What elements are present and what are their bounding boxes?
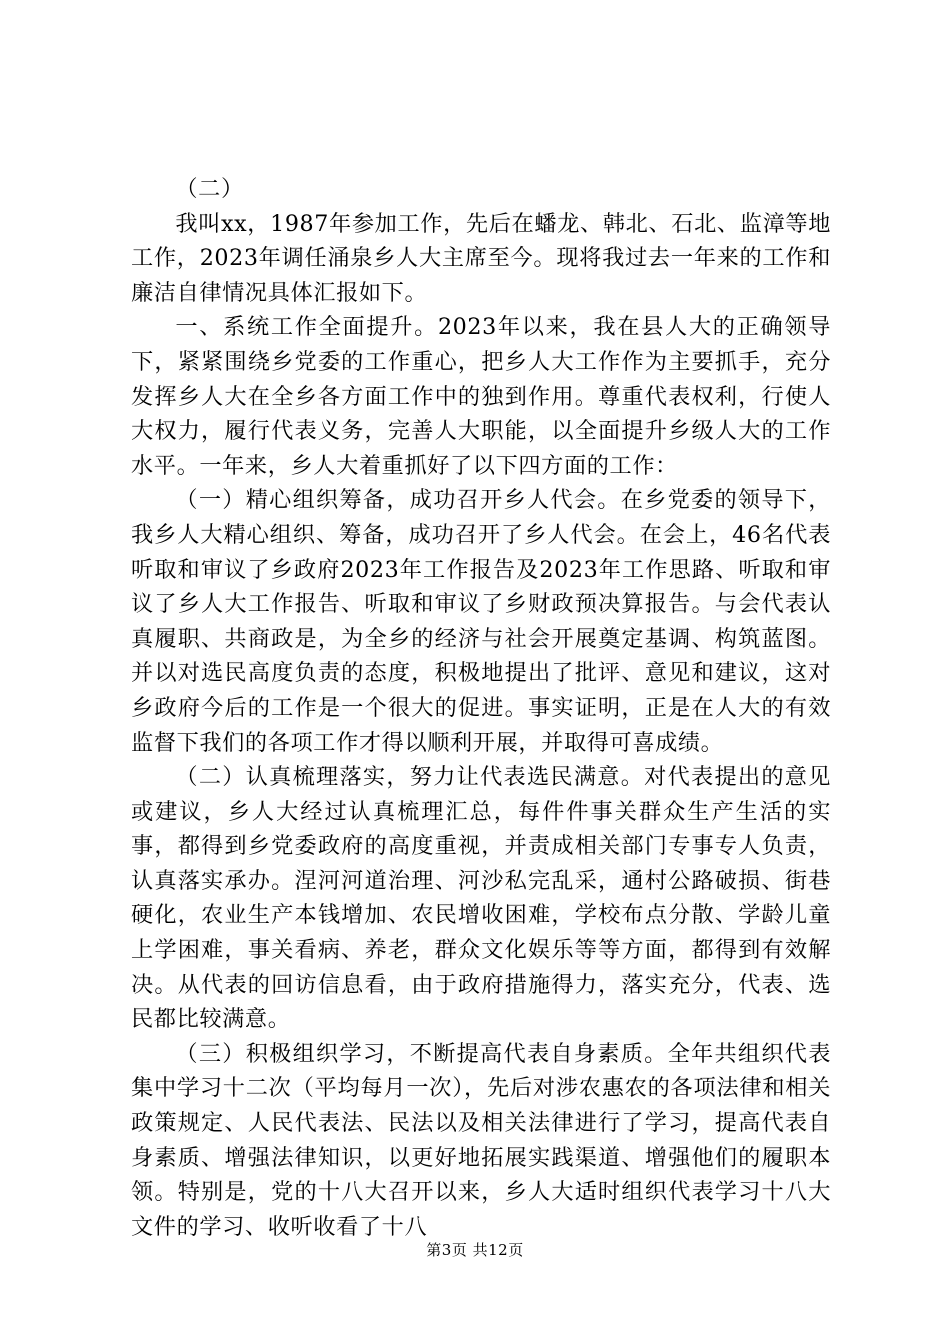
document-body (131, 172, 831, 1244)
paragraph-item-one: （一）精心组织筹备，成功召开乡人代会。在乡党委的领导下，我乡人大精心组织、筹备，成功召开了乡人代会。在会上，46名代表听取和审议了乡政府2023年工作报告及2023年工作思路、听取和审议了乡人大工作报告、听取和审议了乡财政预决算报告。与会代表认真履职、共商政是，为全乡的经济与社会开展奠定基调、构筑蓝图。并以对选民高度负责的态度，积极地提出了批评、意见和建议，这对乡政府今后的工作是一个很大的促进。事实证明，正是在人大的有效监督下我们的各项工作才得以顺利开展，并取得可喜成绩。 (131, 487, 831, 756)
paragraph-section-heading: （二） (175, 176, 244, 202)
paragraph-item-three: （三）积极组织学习，不断提高代表自身素质。全年共组织代表集中学习十二次（平均每月一次），先后对涉农惠农的各项法律和相关政策规定、人民代表法、民法以及相关法律进行了学习，提高代表自身素质、增强法律知识，以更好地拓展实践渠道、增强他们的履职本领。特别是，党的十八大召开以来，乡人大适时组织代表学习十八大文件的学习、收听收看了十八 (131, 1040, 831, 1240)
paragraph-item-two: （二）认真梳理落实，努力让代表选民满意。对代表提出的意见或建议，乡人大经过认真梳理汇总，每件件事关群众生产生活的实事，都得到乡党委政府的高度重视，并责成相关部门专事专人负责，认真落实承办。涅河河道治理、河沙私完乱采，通村公路破损、街巷硬化，农业生产本钱增加、农民增收困难，学校布点分散、学龄儿童上学困难，事关看病、养老，群众文化娱乐等等方面，都得到有效解决。从代表的回访信息看，由于政府措施得力，落实充分，代表、选民都比较满意。 (131, 764, 831, 1033)
paragraph-introduction: 我叫xx，1987年参加工作，先后在蟠龙、韩北、石北、监漳等地工作，2023年调任涌泉乡人大主席至今。现将我过去一年来的工作和廉洁自律情况具体汇报如下。 (131, 210, 831, 306)
page-footer (0, 1240, 950, 1260)
page-number: 第3页 共12页 (426, 1241, 524, 1259)
paragraph-part-one: 一、系统工作全面提升。2023年以来，我在县人大的正确领导下，紧紧围绕乡党委的工作重心，把乡人大工作作为主要抓手，充分发挥乡人大在全乡各方面工作中的独到作用。尊重代表权利，行使人大权力，履行代表义务，完善人大职能，以全面提升乡级人大的工作水平。一年来，乡人大着重抓好了以下四方面的工作： (131, 314, 831, 479)
